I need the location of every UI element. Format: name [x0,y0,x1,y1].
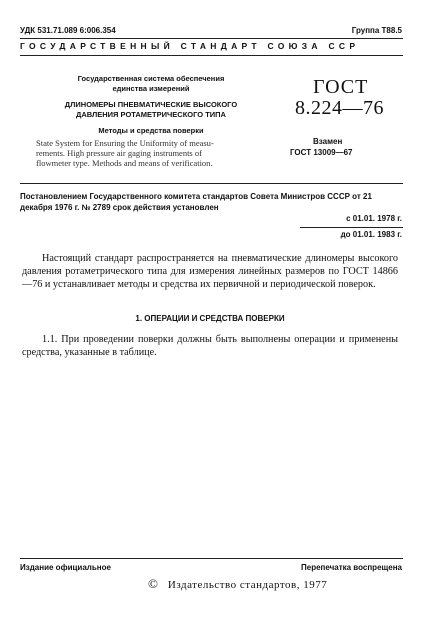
validity-divider [300,227,403,228]
publisher-text: Издательство стандартов, 1977 [167,579,328,591]
clause-1-1: 1.1. При проведении поверки должны быть выполнены операции и применены средства, указанные в таблице. [22,334,398,358]
validity-to: до 01.01. 1983 г. [340,230,402,239]
copyright-icon: © [148,576,158,591]
resolution-text: Постановлением Государственного комитета стандартов Совета Министров СССР от 21 декабря 1976 г. № 2789 срок действия установлен [20,192,372,212]
system-line-1: Государственная система обеспечения [77,74,225,83]
english-title-line-3: flowmeter type. Methods and means of verification. [36,158,213,168]
gost-number: 8.224—76 [295,97,384,119]
gost-label: ГОСТ [313,76,369,98]
state-standard-banner: ГОСУДАРСТВЕННЫЙ СТАНДАРТ СОЮЗА ССР [20,41,360,51]
validity-from: с 01.01. 1978 г. [346,214,402,223]
english-title [36,138,276,168]
banner-divider [20,55,403,56]
english-title-line-1: State System for Ensuring the Uniformity of measu- [36,138,214,148]
english-title-line-2: rements. High pressure air gaging instruments of [36,148,202,158]
intro-paragraph: Настоящий стандарт распространяется на пневматические длиномеры высокого давления ротаметрического типа для измерения линейных размеров по ГОСТ 14866—76 и устанавливает методы и средства их первичной и периодической поверок. [22,253,398,290]
udk-code: УДК 531.71.089 6:006.354 [20,26,116,35]
header-divider [20,38,403,39]
reprint-notice: Перепечатка воспрещена [301,563,402,572]
title-line-2: ДАВЛЕНИЯ РОТАМЕТРИЧЕСКОГО ТИПА [76,110,226,119]
system-line-2: единства измерений [112,84,190,93]
footer-divider [20,558,403,559]
title-line-1: ДЛИНОМЕРЫ ПНЕВМАТИЧЕСКИЕ ВЫСОКОГО [64,100,238,109]
copyright-line [148,576,327,592]
instead-label: Взамен [313,137,343,146]
title-block-divider [20,183,403,184]
section-heading: 1. ОПЕРАЦИИ И СРЕДСТВА ПОВЕРКИ [135,314,285,323]
subtitle: Методы и средства поверки [98,126,204,135]
group-code: Группа Т88.5 [351,26,402,35]
instead-value: ГОСТ 13009—67 [290,148,353,157]
edition-label: Издание официальное [20,563,111,572]
